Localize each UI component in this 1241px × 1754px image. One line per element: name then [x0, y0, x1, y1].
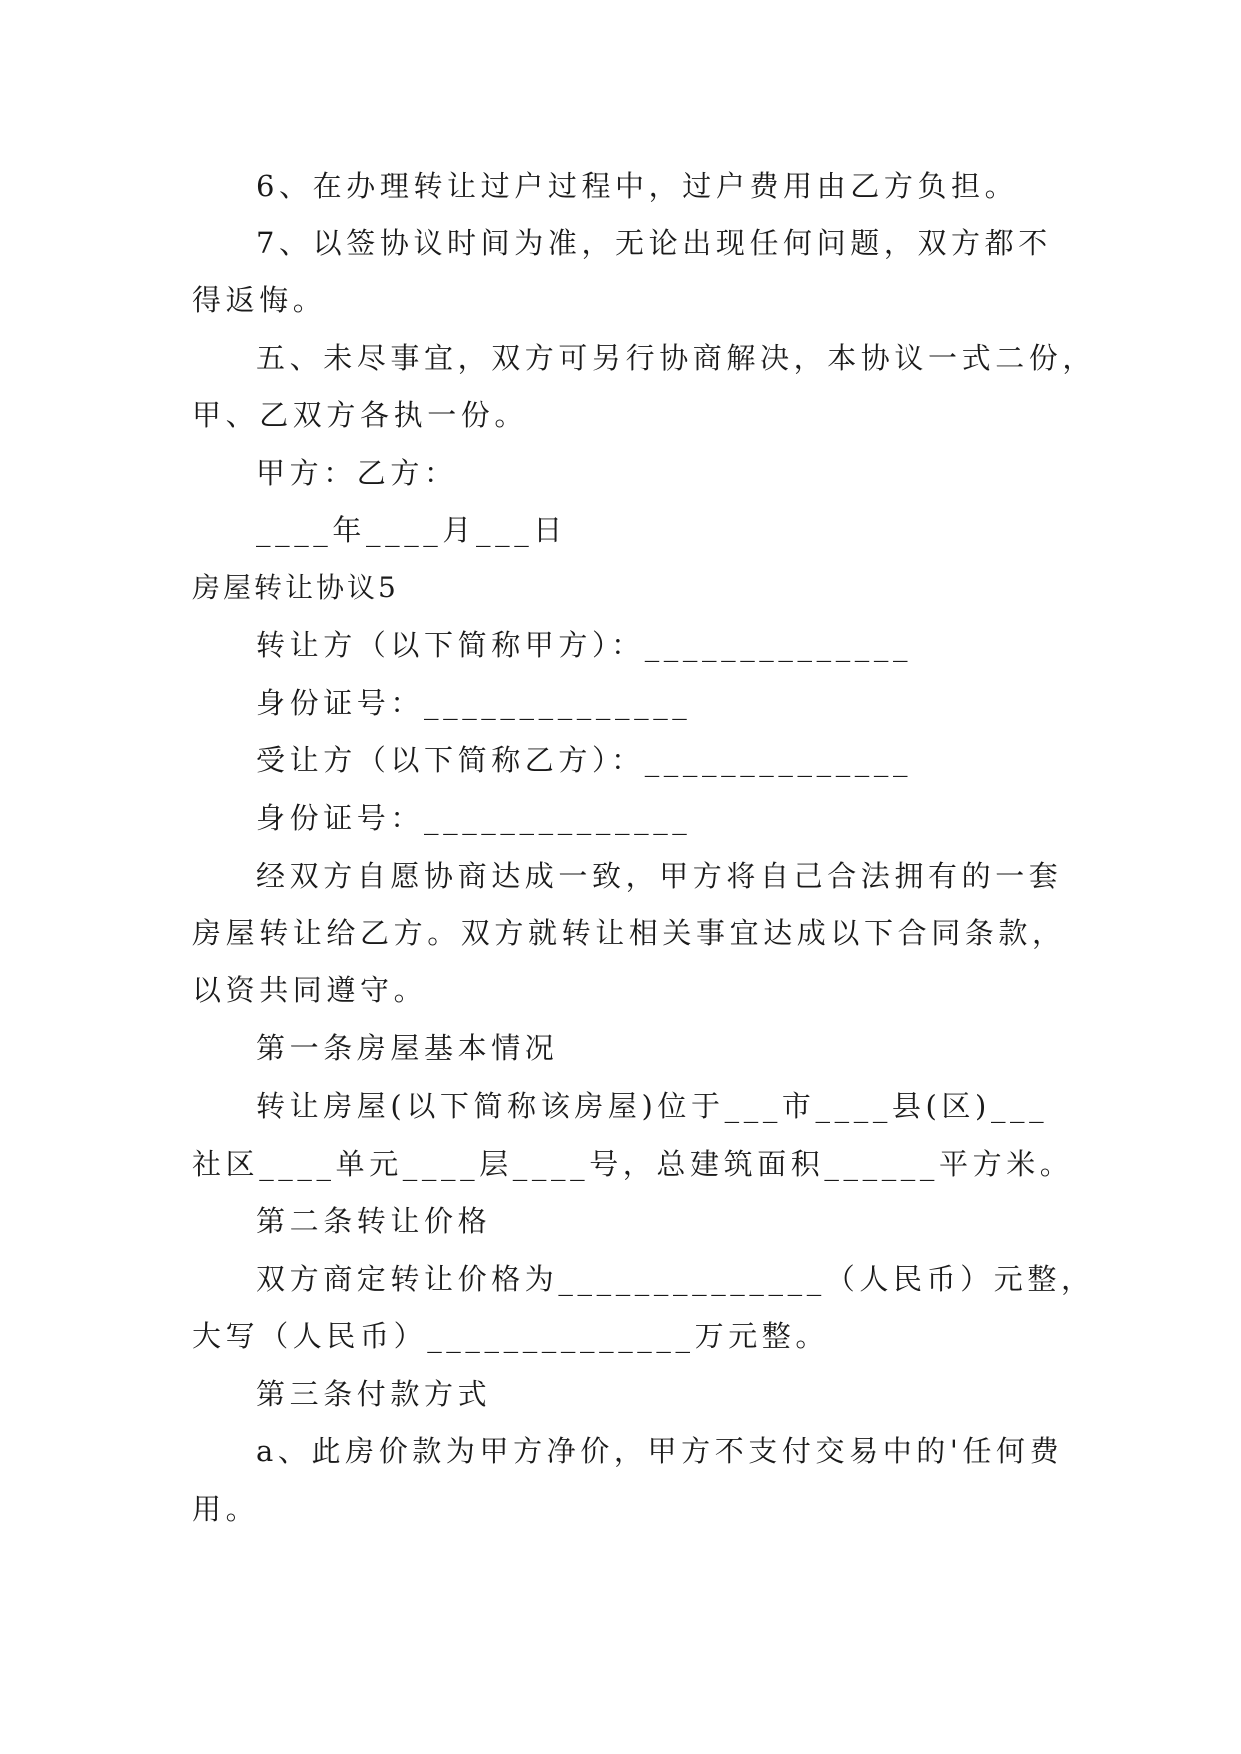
transferee-id-field: 身份证号：______________	[256, 801, 692, 835]
transferee-field: 受让方（以下简称乙方）：______________	[256, 743, 913, 777]
article-1-heading: 第一条房屋基本情况	[256, 1031, 559, 1065]
preamble-line-2: 房屋转让给乙方。双方就转让相关事宜达成以下合同条款，	[192, 916, 1066, 950]
article-3-heading: 第三条付款方式	[256, 1377, 492, 1411]
article-3-clause-a-line-2: 用。	[192, 1492, 260, 1526]
signature-parties: 甲方：乙方：	[256, 456, 458, 490]
article-3-clause-a-line-1: a、此房价款为甲方净价，甲方不支付交易中的'任何费	[256, 1434, 1064, 1468]
transferor-id-field: 身份证号：______________	[256, 686, 692, 720]
clause-five-line-1: 五、未尽事宜，双方可另行协商解决，本协议一式二份，	[256, 341, 1097, 375]
article-2-line-2: 大写（人民币）______________万元整。	[192, 1319, 830, 1353]
signature-date: ____年____月___日	[256, 513, 567, 547]
preamble-line-1: 经双方自愿协商达成一致，甲方将自己合法拥有的一套	[256, 859, 1063, 893]
article-1-line-2: 社区____单元____层____号，总建筑面积______平方米。	[192, 1147, 1074, 1181]
preamble-line-3: 以资共同遵守。	[192, 973, 428, 1007]
clause-7-line-1: 7、以签协议时间为准，无论出现任何问题，双方都不	[256, 226, 1052, 260]
article-2-line-1: 双方商定转让价格为______________（人民币）元整，	[256, 1262, 1095, 1296]
clause-6: 6、在办理转让过户过程中，过户费用由乙方负担。	[256, 169, 1019, 203]
transferor-field: 转让方（以下简称甲方）：______________	[256, 628, 913, 662]
article-1-line-1: 转让房屋(以下简称该房屋)位于___市____县(区)___	[256, 1089, 1049, 1123]
clause-7-line-2: 得返悔。	[192, 283, 327, 317]
article-2-heading: 第二条转让价格	[256, 1204, 492, 1238]
agreement-title: 房屋转让协议5	[192, 571, 399, 604]
clause-five-line-2: 甲、乙双方各执一份。	[192, 398, 529, 432]
